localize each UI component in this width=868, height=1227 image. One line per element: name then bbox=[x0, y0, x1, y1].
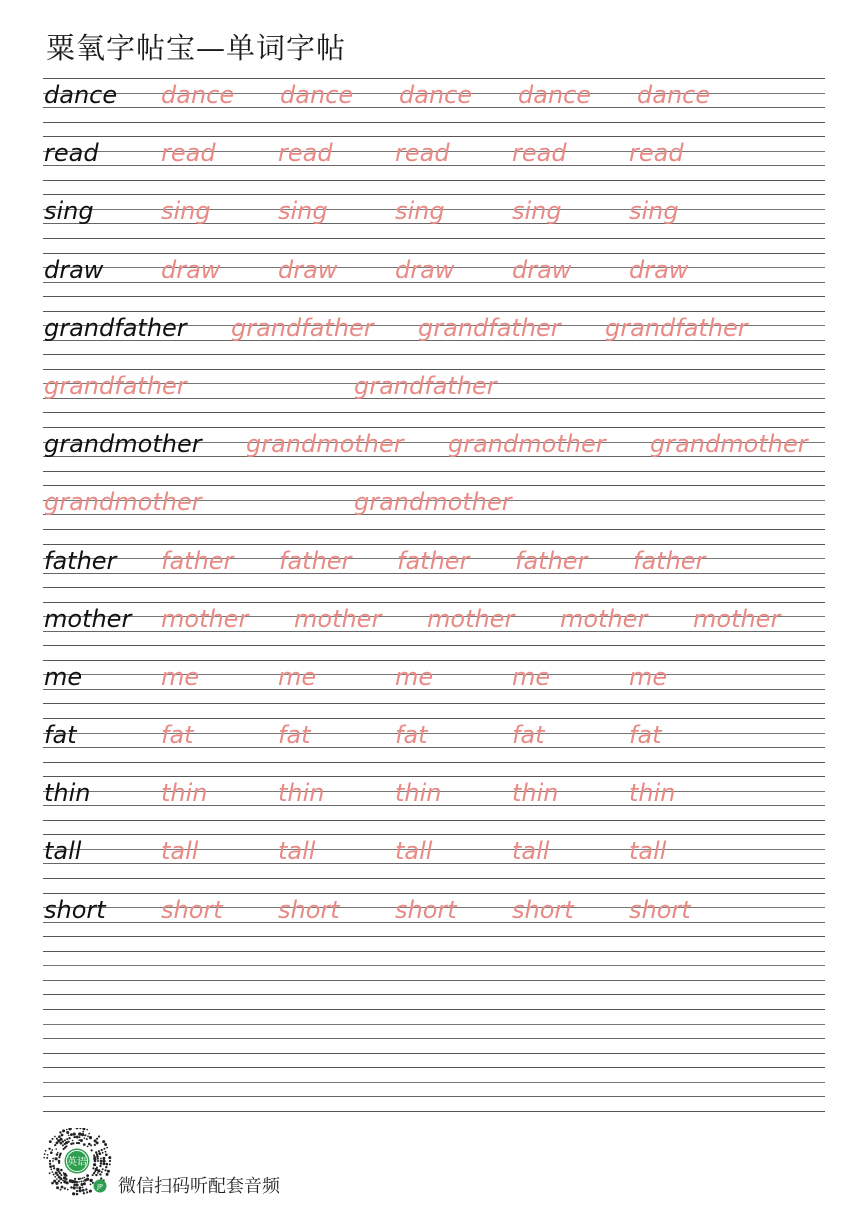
trace-word: father bbox=[633, 546, 706, 575]
trace-word: thin bbox=[395, 779, 442, 808]
trace-word: mother bbox=[693, 604, 781, 633]
guide-line bbox=[43, 820, 825, 821]
model-word: read bbox=[44, 139, 99, 168]
practice-row bbox=[43, 194, 825, 252]
guide-line bbox=[43, 1096, 825, 1097]
trace-word: thin bbox=[278, 779, 325, 808]
model-word: grandmother bbox=[44, 430, 202, 459]
guide-line bbox=[43, 1067, 825, 1068]
practice-row bbox=[43, 544, 825, 602]
guide-line bbox=[43, 776, 825, 777]
qr-code-icon bbox=[42, 1128, 112, 1198]
model-word: tall bbox=[44, 837, 82, 866]
trace-word: short bbox=[278, 895, 340, 924]
trace-word: draw bbox=[161, 255, 221, 284]
trace-word: read bbox=[395, 139, 450, 168]
trace-word: draw bbox=[629, 255, 689, 284]
trace-word: me bbox=[629, 662, 668, 691]
guide-line bbox=[43, 296, 825, 297]
trace-word: grandmother bbox=[44, 488, 202, 517]
trace-word: grandfather bbox=[605, 313, 748, 342]
guide-line bbox=[43, 660, 825, 661]
guide-line bbox=[43, 194, 825, 195]
trace-word: dance bbox=[399, 81, 473, 109]
trace-word: mother bbox=[161, 604, 249, 633]
guide-line bbox=[43, 471, 825, 472]
trace-word: grandfather bbox=[44, 371, 187, 400]
guide-line bbox=[43, 1038, 825, 1039]
guide-line bbox=[43, 78, 825, 79]
guide-line bbox=[43, 718, 825, 719]
trace-word: mother bbox=[294, 604, 382, 633]
practice-row bbox=[43, 136, 825, 194]
model-word: father bbox=[44, 546, 117, 575]
model-word: dance bbox=[44, 81, 118, 109]
guide-line bbox=[43, 1024, 825, 1025]
trace-word: mother bbox=[427, 604, 515, 633]
trace-word: read bbox=[629, 139, 684, 168]
trace-word: father bbox=[515, 546, 588, 575]
guide-line bbox=[43, 544, 825, 545]
practice-row bbox=[43, 369, 825, 427]
practice-sheet bbox=[43, 78, 825, 1125]
model-word: mother bbox=[44, 604, 132, 633]
trace-word: short bbox=[512, 895, 574, 924]
practice-row bbox=[43, 485, 825, 543]
guide-line bbox=[43, 1111, 825, 1112]
guide-line bbox=[43, 965, 825, 966]
audio-caption: 微信扫码听配套音频 bbox=[118, 1176, 280, 1197]
trace-word: thin bbox=[629, 779, 676, 808]
model-word: fat bbox=[44, 721, 77, 750]
guide-line bbox=[43, 587, 825, 588]
practice-row bbox=[43, 1067, 825, 1125]
guide-line bbox=[43, 485, 825, 486]
trace-word: tall bbox=[278, 837, 316, 866]
page-title: 粟氧字帖宝—单词字帖 bbox=[46, 31, 347, 65]
trace-word: draw bbox=[395, 255, 455, 284]
practice-row bbox=[43, 427, 825, 485]
practice-row bbox=[43, 1009, 825, 1067]
guide-line bbox=[43, 1009, 825, 1010]
trace-word: father bbox=[279, 546, 352, 575]
practice-row bbox=[43, 660, 825, 718]
guide-line bbox=[43, 122, 825, 123]
practice-row bbox=[43, 602, 825, 660]
guide-line bbox=[43, 994, 825, 995]
trace-word: fat bbox=[278, 721, 311, 750]
guide-line bbox=[43, 529, 825, 530]
trace-word: me bbox=[161, 662, 200, 691]
trace-word: draw bbox=[512, 255, 572, 284]
trace-word: short bbox=[161, 895, 223, 924]
trace-word: read bbox=[161, 139, 216, 168]
practice-row bbox=[43, 776, 825, 834]
trace-word: sing bbox=[395, 197, 445, 226]
trace-word: thin bbox=[161, 779, 208, 808]
trace-word: dance bbox=[637, 81, 711, 109]
trace-word: me bbox=[395, 662, 434, 691]
trace-word: me bbox=[278, 662, 317, 691]
trace-word: read bbox=[512, 139, 567, 168]
trace-word: father bbox=[397, 546, 470, 575]
model-word: sing bbox=[44, 197, 94, 226]
guide-line bbox=[43, 354, 825, 355]
trace-word: dance bbox=[280, 81, 354, 109]
trace-word: sing bbox=[161, 197, 211, 226]
qr-badge-text: 英语 bbox=[67, 1157, 87, 1168]
model-word: me bbox=[44, 662, 83, 691]
trace-word: draw bbox=[278, 255, 338, 284]
model-word: grandfather bbox=[44, 313, 187, 342]
guide-line bbox=[43, 602, 825, 603]
guide-line bbox=[43, 1082, 825, 1083]
model-word: draw bbox=[44, 255, 104, 284]
practice-row bbox=[43, 718, 825, 776]
trace-word: grandfather bbox=[354, 371, 497, 400]
trace-word: fat bbox=[395, 721, 428, 750]
trace-word: tall bbox=[161, 837, 199, 866]
footer bbox=[40, 1126, 440, 1202]
practice-row bbox=[43, 951, 825, 1009]
trace-word: tall bbox=[629, 837, 667, 866]
practice-row bbox=[43, 311, 825, 369]
guide-line bbox=[43, 762, 825, 763]
guide-line bbox=[43, 180, 825, 181]
guide-line bbox=[43, 238, 825, 239]
trace-word: tall bbox=[512, 837, 550, 866]
guide-line bbox=[43, 703, 825, 704]
guide-line bbox=[43, 936, 825, 937]
qr-corner-badge: JP bbox=[97, 1182, 103, 1191]
trace-word: short bbox=[629, 895, 691, 924]
trace-word: grandmother bbox=[246, 430, 404, 459]
trace-word: me bbox=[512, 662, 551, 691]
trace-word: sing bbox=[512, 197, 562, 226]
trace-word: mother bbox=[560, 604, 648, 633]
trace-word: father bbox=[161, 546, 234, 575]
trace-word: grandfather bbox=[418, 313, 561, 342]
trace-word: fat bbox=[161, 721, 194, 750]
model-word: thin bbox=[44, 779, 91, 808]
trace-word: fat bbox=[512, 721, 545, 750]
trace-word: read bbox=[278, 139, 333, 168]
practice-row bbox=[43, 253, 825, 311]
trace-word: dance bbox=[161, 81, 235, 109]
guide-line bbox=[43, 834, 825, 835]
trace-word: grandmother bbox=[448, 430, 606, 459]
model-word: short bbox=[44, 895, 106, 924]
guide-line bbox=[43, 878, 825, 879]
trace-word: dance bbox=[518, 81, 592, 109]
practice-row bbox=[43, 834, 825, 892]
trace-word: grandmother bbox=[354, 488, 512, 517]
trace-word: grandfather bbox=[231, 313, 374, 342]
practice-row bbox=[43, 78, 825, 136]
trace-word: sing bbox=[278, 197, 328, 226]
guide-line bbox=[43, 427, 825, 428]
trace-word: grandmother bbox=[650, 430, 808, 459]
guide-line bbox=[43, 369, 825, 370]
guide-line bbox=[43, 311, 825, 312]
practice-row bbox=[43, 893, 825, 951]
trace-word: fat bbox=[629, 721, 662, 750]
trace-word: thin bbox=[512, 779, 559, 808]
trace-word: tall bbox=[395, 837, 433, 866]
guide-line bbox=[43, 136, 825, 137]
guide-line bbox=[43, 253, 825, 254]
guide-line bbox=[43, 1053, 825, 1054]
guide-line bbox=[43, 893, 825, 894]
guide-line bbox=[43, 645, 825, 646]
trace-word: short bbox=[395, 895, 457, 924]
trace-word: sing bbox=[629, 197, 679, 226]
guide-line bbox=[43, 951, 825, 952]
guide-line bbox=[43, 412, 825, 413]
guide-line bbox=[43, 980, 825, 981]
